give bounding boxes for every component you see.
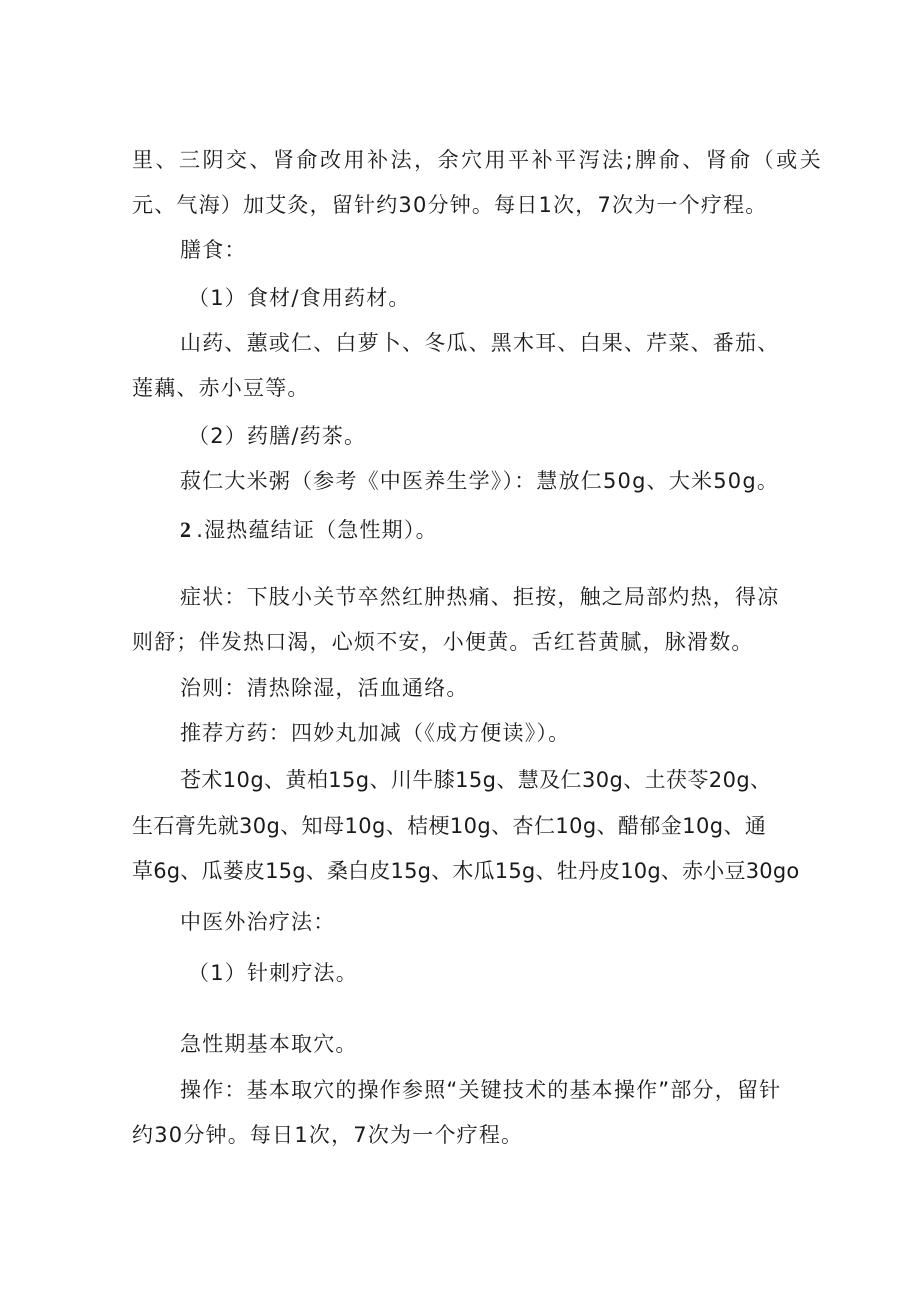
body-text-line: 草6g、瓜蒌皮15g、桑白皮15g、木瓜15g、牡丹皮10g、赤小豆30go xyxy=(132,859,800,883)
body-text-line: 操作：基本取穴的操作参照“关键技术的基本操作”部分，留针 xyxy=(180,1078,782,1102)
body-text-line: 菽仁大米粥（参考《中医养生学》）：慧放仁50g、大米50g。 xyxy=(180,469,780,493)
body-text-line: 约30分钟。每日1次，7次为一个疗程。 xyxy=(132,1123,524,1147)
body-text-line: 症状：下肢小关节卒然红肿热痛、拒按，触之局部灼热，得凉 xyxy=(180,585,780,609)
section-number: 2 xyxy=(180,517,193,542)
body-text-line: 则舒；伴发热口渴，心烦不安，小便黄。舌红苔黄腻，脉滑数。 xyxy=(132,630,754,654)
subsection-label-ingredients: （1）食材/食用药材。 xyxy=(188,286,411,310)
body-text-line: 治则：清热除湿，活血通络。 xyxy=(180,676,469,700)
section-heading xyxy=(180,516,870,544)
subsection-label-acupuncture: （1）针刺疗法。 xyxy=(188,961,358,985)
body-text-line: 苍术10g、黄柏15g、川牛膝15g、慧及仁30g、土茯苓20g、 xyxy=(180,768,772,792)
body-text-line: 推荐方药：四妙丸加减（《成方便读》）。 xyxy=(180,721,571,745)
body-text-line: 生石膏先就30g、知母10g、桔梗10g、杏仁10g、醋郁金10g、通 xyxy=(132,814,767,838)
subsection-label-medicated-diet: （2）药膳/药茶。 xyxy=(188,424,367,448)
body-text-line: 元、气海）加艾灸，留针约30分钟。每日1次，7次为一个疗程。 xyxy=(132,193,768,217)
body-text-line: 急性期基本取穴。 xyxy=(180,1032,358,1056)
body-text-line: 山药、蕙或仁、白萝卜、冬瓜、黑木耳、白果、芹菜、番茄、 xyxy=(180,331,780,355)
section-title: .湿热蕴结证（急性期）。 xyxy=(196,518,438,542)
body-text-line: 莲藕、赤小豆等。 xyxy=(132,376,310,400)
body-text-line: 里、三阴交、肾俞改用补法，余穴用平补平泻法;脾俞、肾俞（或关 xyxy=(132,148,822,172)
section-label-diet: 膳食： xyxy=(180,238,247,262)
section-label-external-therapy: 中医外治疗法： xyxy=(180,910,336,934)
